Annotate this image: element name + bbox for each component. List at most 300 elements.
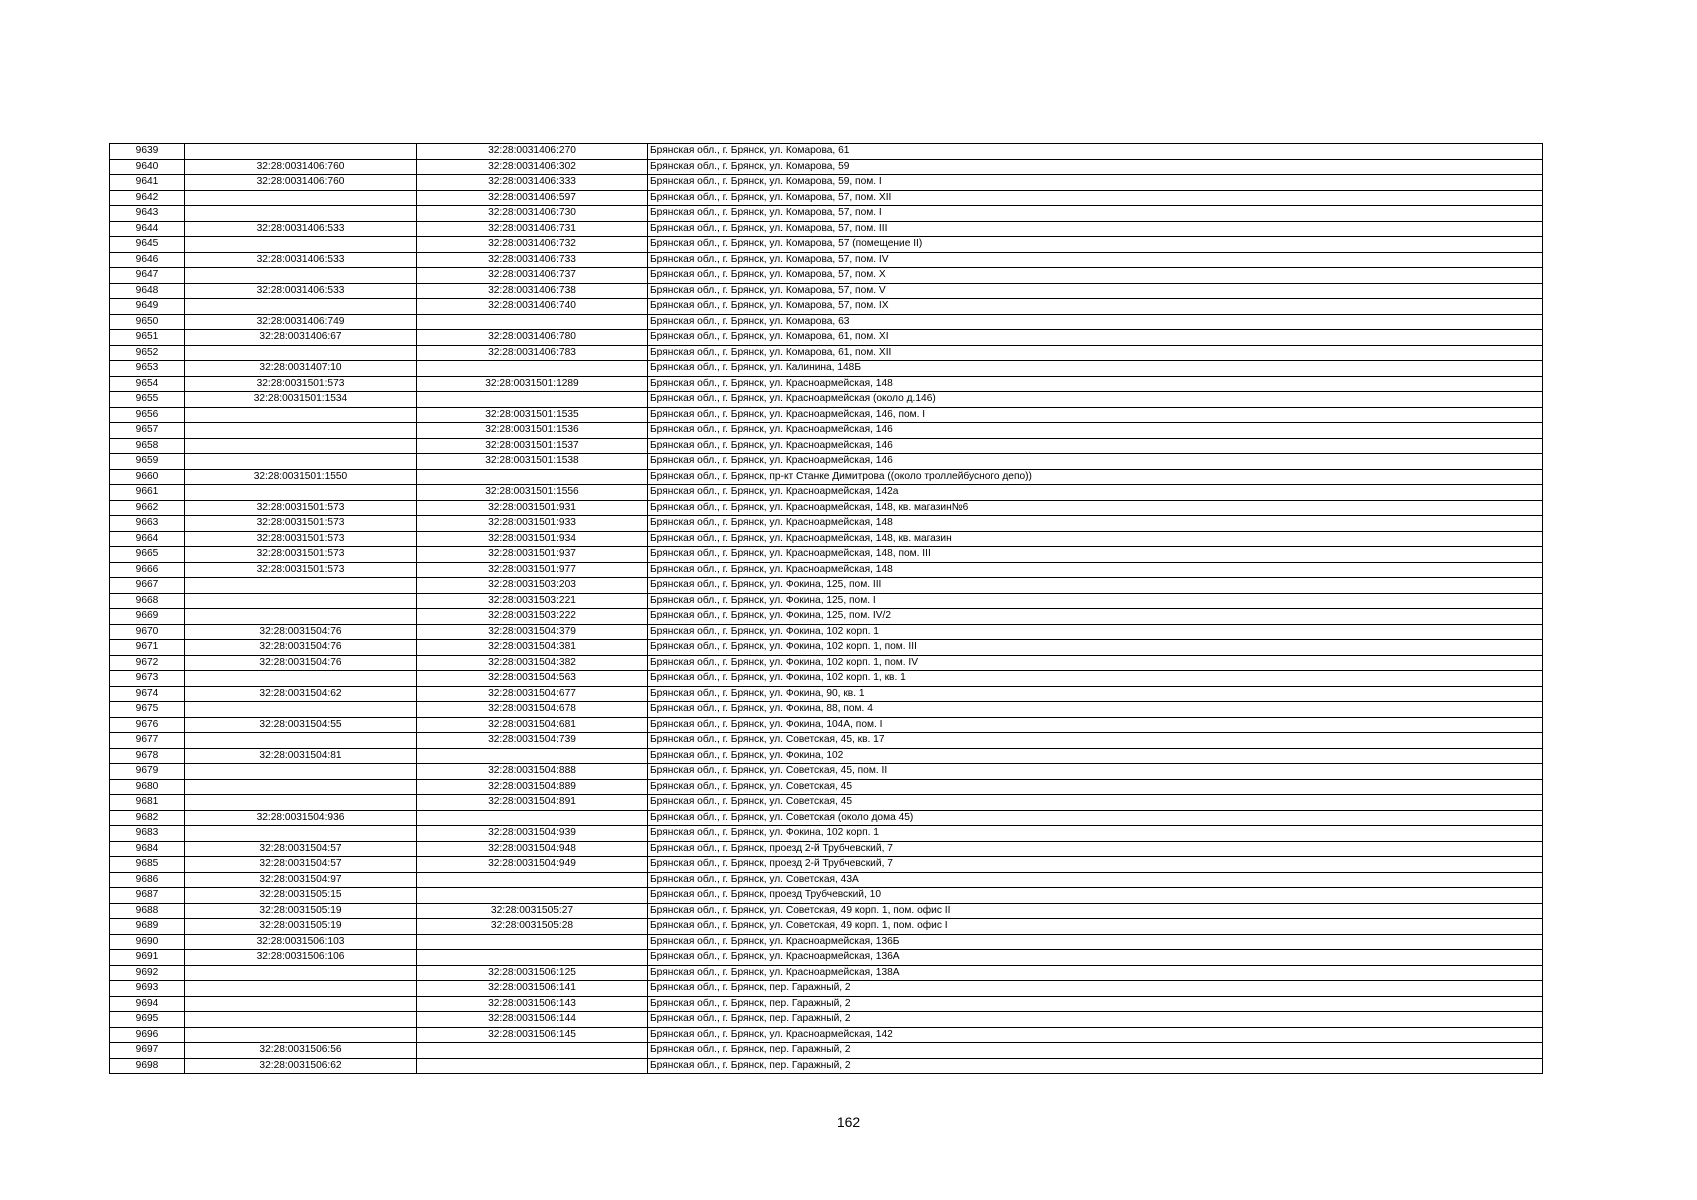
row-number-cell: 9681 [110, 795, 185, 811]
table-row [110, 919, 1543, 935]
parcel-cadastral-number-cell [185, 733, 417, 749]
object-cadastral-number-cell [417, 1058, 648, 1074]
row-number-cell: 9659 [110, 454, 185, 470]
table-row [110, 438, 1543, 454]
address-cell: Брянская обл., г. Брянск, ул. Советская (около дома 45) [648, 810, 1543, 826]
address-cell: Брянская обл., г. Брянск, ул. Фокина, 102 корп. 1 [648, 826, 1543, 842]
parcel-cadastral-number-cell: 32:28:0031501:573 [185, 547, 417, 563]
table-row [110, 764, 1543, 780]
table-row [110, 299, 1543, 315]
row-number-cell: 9693 [110, 981, 185, 997]
row-number-cell: 9641 [110, 175, 185, 191]
parcel-cadastral-number-cell: 32:28:0031504:936 [185, 810, 417, 826]
row-number-cell: 9642 [110, 190, 185, 206]
table-row [110, 407, 1543, 423]
row-number-cell: 9653 [110, 361, 185, 377]
table-row [110, 686, 1543, 702]
row-number-cell: 9692 [110, 965, 185, 981]
object-cadastral-number-cell: 32:28:0031505:28 [417, 919, 648, 935]
row-number-cell: 9661 [110, 485, 185, 501]
object-cadastral-number-cell [417, 748, 648, 764]
object-cadastral-number-cell: 32:28:0031406:740 [417, 299, 648, 315]
object-cadastral-number-cell: 32:28:0031504:889 [417, 779, 648, 795]
address-cell: Брянская обл., г. Брянск, ул. Советская, 49 корп. 1, пом. офис II [648, 903, 1543, 919]
object-cadastral-number-cell: 32:28:0031406:733 [417, 252, 648, 268]
row-number-cell: 9662 [110, 500, 185, 516]
table-row [110, 485, 1543, 501]
parcel-cadastral-number-cell: 32:28:0031406:533 [185, 252, 417, 268]
row-number-cell: 9680 [110, 779, 185, 795]
row-number-cell: 9674 [110, 686, 185, 702]
table-row [110, 593, 1543, 609]
parcel-cadastral-number-cell [185, 299, 417, 315]
row-number-cell: 9640 [110, 159, 185, 175]
address-cell: Брянская обл., г. Брянск, ул. Комарова, 59 [648, 159, 1543, 175]
parcel-cadastral-number-cell [185, 438, 417, 454]
address-cell: Брянская обл., г. Брянск, ул. Комарова, 57, пом. III [648, 221, 1543, 237]
row-number-cell: 9694 [110, 996, 185, 1012]
object-cadastral-number-cell: 32:28:0031406:302 [417, 159, 648, 175]
address-cell: Брянская обл., г. Брянск, ул. Комарова, 57, пом. IV [648, 252, 1543, 268]
object-cadastral-number-cell: 32:28:0031504:948 [417, 841, 648, 857]
object-cadastral-number-cell: 32:28:0031406:597 [417, 190, 648, 206]
object-cadastral-number-cell: 32:28:0031503:221 [417, 593, 648, 609]
table-row [110, 361, 1543, 377]
table-row [110, 795, 1543, 811]
registry-table-body [110, 144, 1543, 1074]
table-row [110, 702, 1543, 718]
row-number-cell: 9646 [110, 252, 185, 268]
table-row [110, 826, 1543, 842]
table-row [110, 175, 1543, 191]
parcel-cadastral-number-cell [185, 1012, 417, 1028]
parcel-cadastral-number-cell [185, 764, 417, 780]
parcel-cadastral-number-cell: 32:28:0031501:573 [185, 516, 417, 532]
row-number-cell: 9665 [110, 547, 185, 563]
page-number: 162 [836, 1114, 861, 1130]
row-number-cell: 9645 [110, 237, 185, 253]
table-row [110, 1058, 1543, 1074]
row-number-cell: 9697 [110, 1043, 185, 1059]
address-cell: Брянская обл., г. Брянск, ул. Красноармейская, 146 [648, 438, 1543, 454]
table-row [110, 965, 1543, 981]
object-cadastral-number-cell: 32:28:0031506:145 [417, 1027, 648, 1043]
object-cadastral-number-cell [417, 950, 648, 966]
parcel-cadastral-number-cell: 32:28:0031406:67 [185, 330, 417, 346]
address-cell: Брянская обл., г. Брянск, пер. Гаражный, 2 [648, 1058, 1543, 1074]
address-cell: Брянская обл., г. Брянск, ул. Фокина, 88, пом. 4 [648, 702, 1543, 718]
object-cadastral-number-cell: 32:28:0031501:934 [417, 531, 648, 547]
parcel-cadastral-number-cell: 32:28:0031501:1534 [185, 392, 417, 408]
table-row [110, 330, 1543, 346]
address-cell: Брянская обл., г. Брянск, ул. Фокина, 90, кв. 1 [648, 686, 1543, 702]
table-row [110, 469, 1543, 485]
parcel-cadastral-number-cell [185, 826, 417, 842]
table-row [110, 779, 1543, 795]
parcel-cadastral-number-cell [185, 965, 417, 981]
parcel-cadastral-number-cell [185, 485, 417, 501]
table-row [110, 314, 1543, 330]
parcel-cadastral-number-cell [185, 702, 417, 718]
address-cell: Брянская обл., г. Брянск, пер. Гаражный, 2 [648, 981, 1543, 997]
row-number-cell: 9655 [110, 392, 185, 408]
address-cell: Брянская обл., г. Брянск, ул. Фокина, 125, пом. III [648, 578, 1543, 594]
table-row [110, 841, 1543, 857]
table-row [110, 950, 1543, 966]
row-number-cell: 9682 [110, 810, 185, 826]
row-number-cell: 9651 [110, 330, 185, 346]
table-row [110, 190, 1543, 206]
parcel-cadastral-number-cell: 32:28:0031406:533 [185, 221, 417, 237]
row-number-cell: 9686 [110, 872, 185, 888]
parcel-cadastral-number-cell [185, 423, 417, 439]
address-cell: Брянская обл., г. Брянск, ул. Советская, 49 корп. 1, пом. офис I [648, 919, 1543, 935]
parcel-cadastral-number-cell: 32:28:0031504:57 [185, 857, 417, 873]
parcel-cadastral-number-cell [185, 578, 417, 594]
parcel-cadastral-number-cell: 32:28:0031505:19 [185, 919, 417, 935]
parcel-cadastral-number-cell [185, 407, 417, 423]
object-cadastral-number-cell: 32:28:0031504:949 [417, 857, 648, 873]
object-cadastral-number-cell: 32:28:0031504:678 [417, 702, 648, 718]
address-cell: Брянская обл., г. Брянск, пер. Гаражный, 2 [648, 1043, 1543, 1059]
row-number-cell: 9650 [110, 314, 185, 330]
object-cadastral-number-cell: 32:28:0031504:677 [417, 686, 648, 702]
object-cadastral-number-cell: 32:28:0031504:739 [417, 733, 648, 749]
address-cell: Брянская обл., г. Брянск, ул. Советская, 45 [648, 795, 1543, 811]
object-cadastral-number-cell: 32:28:0031504:891 [417, 795, 648, 811]
table-row [110, 237, 1543, 253]
object-cadastral-number-cell: 32:28:0031501:933 [417, 516, 648, 532]
parcel-cadastral-number-cell: 32:28:0031407:10 [185, 361, 417, 377]
address-cell: Брянская обл., г. Брянск, ул. Красноармейская, 142 [648, 1027, 1543, 1043]
address-cell: Брянская обл., г. Брянск, ул. Комарова, 57 (помещение II) [648, 237, 1543, 253]
table-row [110, 996, 1543, 1012]
address-cell: Брянская обл., г. Брянск, ул. Комарова, 57, пом. I [648, 206, 1543, 222]
address-cell: Брянская обл., г. Брянск, ул. Калинина, 148Б [648, 361, 1543, 377]
row-number-cell: 9660 [110, 469, 185, 485]
object-cadastral-number-cell: 32:28:0031504:888 [417, 764, 648, 780]
parcel-cadastral-number-cell: 32:28:0031501:573 [185, 376, 417, 392]
address-cell: Брянская обл., г. Брянск, ул. Комарова, 61, пом. XI [648, 330, 1543, 346]
address-cell: Брянская обл., г. Брянск, ул. Красноармейская, 142а [648, 485, 1543, 501]
row-number-cell: 9684 [110, 841, 185, 857]
object-cadastral-number-cell [417, 888, 648, 904]
parcel-cadastral-number-cell [185, 593, 417, 609]
object-cadastral-number-cell: 32:28:0031504:563 [417, 671, 648, 687]
object-cadastral-number-cell: 32:28:0031506:141 [417, 981, 648, 997]
table-row [110, 531, 1543, 547]
row-number-cell: 9691 [110, 950, 185, 966]
row-number-cell: 9669 [110, 609, 185, 625]
address-cell: Брянская обл., г. Брянск, ул. Комарова, 59, пом. I [648, 175, 1543, 191]
address-cell: Брянская обл., г. Брянск, ул. Комарова, 57, пом. V [648, 283, 1543, 299]
table-row [110, 283, 1543, 299]
address-cell: Брянская обл., г. Брянск, ул. Красноармейская, 138А [648, 965, 1543, 981]
object-cadastral-number-cell: 32:28:0031501:1289 [417, 376, 648, 392]
parcel-cadastral-number-cell [185, 609, 417, 625]
row-number-cell: 9676 [110, 717, 185, 733]
row-number-cell: 9671 [110, 640, 185, 656]
table-row [110, 934, 1543, 950]
object-cadastral-number-cell: 32:28:0031501:1536 [417, 423, 648, 439]
row-number-cell: 9654 [110, 376, 185, 392]
address-cell: Брянская обл., г. Брянск, ул. Красноармейская, 148 [648, 376, 1543, 392]
object-cadastral-number-cell: 32:28:0031506:143 [417, 996, 648, 1012]
object-cadastral-number-cell [417, 361, 648, 377]
address-cell: Брянская обл., г. Брянск, ул. Красноармейская, 136Б [648, 934, 1543, 950]
table-row [110, 345, 1543, 361]
row-number-cell: 9643 [110, 206, 185, 222]
row-number-cell: 9666 [110, 562, 185, 578]
object-cadastral-number-cell: 32:28:0031501:977 [417, 562, 648, 578]
row-number-cell: 9652 [110, 345, 185, 361]
row-number-cell: 9675 [110, 702, 185, 718]
table-row [110, 376, 1543, 392]
parcel-cadastral-number-cell: 32:28:0031406:760 [185, 175, 417, 191]
object-cadastral-number-cell: 32:28:0031504:382 [417, 655, 648, 671]
row-number-cell: 9689 [110, 919, 185, 935]
table-row [110, 392, 1543, 408]
table-row [110, 888, 1543, 904]
parcel-cadastral-number-cell: 32:28:0031504:81 [185, 748, 417, 764]
object-cadastral-number-cell: 32:28:0031504:381 [417, 640, 648, 656]
parcel-cadastral-number-cell [185, 996, 417, 1012]
object-cadastral-number-cell [417, 392, 648, 408]
address-cell: Брянская обл., г. Брянск, ул. Советская, 45, кв. 17 [648, 733, 1543, 749]
parcel-cadastral-number-cell: 32:28:0031501:1550 [185, 469, 417, 485]
parcel-cadastral-number-cell [185, 190, 417, 206]
parcel-cadastral-number-cell: 32:28:0031504:55 [185, 717, 417, 733]
object-cadastral-number-cell: 32:28:0031406:732 [417, 237, 648, 253]
object-cadastral-number-cell [417, 810, 648, 826]
address-cell: Брянская обл., г. Брянск, ул. Советская, 45, пом. II [648, 764, 1543, 780]
object-cadastral-number-cell [417, 872, 648, 888]
table-row [110, 252, 1543, 268]
table-row [110, 159, 1543, 175]
table-row [110, 268, 1543, 284]
address-cell: Брянская обл., г. Брянск, ул. Фокина, 102 корп. 1, кв. 1 [648, 671, 1543, 687]
row-number-cell: 9648 [110, 283, 185, 299]
object-cadastral-number-cell: 32:28:0031503:203 [417, 578, 648, 594]
row-number-cell: 9673 [110, 671, 185, 687]
address-cell: Брянская обл., г. Брянск, ул. Фокина, 102 корп. 1 [648, 624, 1543, 640]
object-cadastral-number-cell: 32:28:0031406:780 [417, 330, 648, 346]
parcel-cadastral-number-cell: 32:28:0031501:573 [185, 562, 417, 578]
object-cadastral-number-cell: 32:28:0031501:1535 [417, 407, 648, 423]
row-number-cell: 9698 [110, 1058, 185, 1074]
row-number-cell: 9670 [110, 624, 185, 640]
address-cell: Брянская обл., г. Брянск, ул. Комарова, 63 [648, 314, 1543, 330]
row-number-cell: 9688 [110, 903, 185, 919]
address-cell: Брянская обл., г. Брянск, пер. Гаражный, 2 [648, 1012, 1543, 1028]
address-cell: Брянская обл., г. Брянск, ул. Фокина, 125, пом. I [648, 593, 1543, 609]
address-cell: Брянская обл., г. Брянск, ул. Красноармейская, 136А [648, 950, 1543, 966]
row-number-cell: 9667 [110, 578, 185, 594]
object-cadastral-number-cell [417, 314, 648, 330]
address-cell: Брянская обл., г. Брянск, ул. Советская, 43А [648, 872, 1543, 888]
object-cadastral-number-cell: 32:28:0031503:222 [417, 609, 648, 625]
object-cadastral-number-cell: 32:28:0031501:1556 [417, 485, 648, 501]
address-cell: Брянская обл., г. Брянск, ул. Фокина, 125, пом. IV/2 [648, 609, 1543, 625]
parcel-cadastral-number-cell: 32:28:0031505:15 [185, 888, 417, 904]
object-cadastral-number-cell: 32:28:0031406:783 [417, 345, 648, 361]
parcel-cadastral-number-cell [185, 795, 417, 811]
row-number-cell: 9657 [110, 423, 185, 439]
parcel-cadastral-number-cell: 32:28:0031501:573 [185, 500, 417, 516]
parcel-cadastral-number-cell [185, 671, 417, 687]
table-row [110, 144, 1543, 160]
registry-table [109, 143, 1543, 1074]
table-row [110, 516, 1543, 532]
table-row [110, 578, 1543, 594]
address-cell: Брянская обл., г. Брянск, пр-кт Станке Димитрова ((около троллейбусного депо)) [648, 469, 1543, 485]
row-number-cell: 9649 [110, 299, 185, 315]
row-number-cell: 9639 [110, 144, 185, 160]
address-cell: Брянская обл., г. Брянск, ул. Комарова, 61 [648, 144, 1543, 160]
address-cell: Брянская обл., г. Брянск, ул. Комарова, 57, пом. X [648, 268, 1543, 284]
parcel-cadastral-number-cell: 32:28:0031406:749 [185, 314, 417, 330]
address-cell: Брянская обл., г. Брянск, ул. Фокина, 102 корп. 1, пом. III [648, 640, 1543, 656]
parcel-cadastral-number-cell: 32:28:0031506:62 [185, 1058, 417, 1074]
parcel-cadastral-number-cell [185, 981, 417, 997]
address-cell: Брянская обл., г. Брянск, проезд Трубчевский, 10 [648, 888, 1543, 904]
parcel-cadastral-number-cell [185, 237, 417, 253]
row-number-cell: 9679 [110, 764, 185, 780]
row-number-cell: 9690 [110, 934, 185, 950]
row-number-cell: 9644 [110, 221, 185, 237]
table-row [110, 221, 1543, 237]
table-row [110, 500, 1543, 516]
table-row [110, 903, 1543, 919]
address-cell: Брянская обл., г. Брянск, проезд 2-й Трубчевский, 7 [648, 841, 1543, 857]
object-cadastral-number-cell: 32:28:0031506:144 [417, 1012, 648, 1028]
object-cadastral-number-cell: 32:28:0031406:731 [417, 221, 648, 237]
object-cadastral-number-cell: 32:28:0031406:333 [417, 175, 648, 191]
address-cell: Брянская обл., г. Брянск, ул. Красноармейская, 148 [648, 516, 1543, 532]
address-cell: Брянская обл., г. Брянск, ул. Красноармейская, 148, пом. III [648, 547, 1543, 563]
address-cell: Брянская обл., г. Брянск, ул. Советская, 45 [648, 779, 1543, 795]
table-row [110, 206, 1543, 222]
table-row [110, 562, 1543, 578]
address-cell: Брянская обл., г. Брянск, проезд 2-й Трубчевский, 7 [648, 857, 1543, 873]
object-cadastral-number-cell: 32:28:0031501:937 [417, 547, 648, 563]
object-cadastral-number-cell: 32:28:0031501:1538 [417, 454, 648, 470]
address-cell: Брянская обл., г. Брянск, ул. Комарова, 61, пом. XII [648, 345, 1543, 361]
object-cadastral-number-cell [417, 469, 648, 485]
table-row [110, 1027, 1543, 1043]
parcel-cadastral-number-cell: 32:28:0031406:760 [185, 159, 417, 175]
address-cell: Брянская обл., г. Брянск, ул. Комарова, 57, пом. XII [648, 190, 1543, 206]
parcel-cadastral-number-cell [185, 144, 417, 160]
parcel-cadastral-number-cell: 32:28:0031504:57 [185, 841, 417, 857]
object-cadastral-number-cell: 32:28:0031406:270 [417, 144, 648, 160]
address-cell: Брянская обл., г. Брянск, ул. Красноармейская, 148, кв. магазин [648, 531, 1543, 547]
object-cadastral-number-cell: 32:28:0031501:931 [417, 500, 648, 516]
object-cadastral-number-cell: 32:28:0031406:730 [417, 206, 648, 222]
parcel-cadastral-number-cell [185, 454, 417, 470]
parcel-cadastral-number-cell: 32:28:0031406:533 [185, 283, 417, 299]
row-number-cell: 9677 [110, 733, 185, 749]
table-row [110, 423, 1543, 439]
parcel-cadastral-number-cell: 32:28:0031506:103 [185, 934, 417, 950]
parcel-cadastral-number-cell: 32:28:0031504:62 [185, 686, 417, 702]
table-row [110, 671, 1543, 687]
table-row [110, 748, 1543, 764]
row-number-cell: 9687 [110, 888, 185, 904]
address-cell: Брянская обл., г. Брянск, ул. Красноармейская, 146 [648, 454, 1543, 470]
parcel-cadastral-number-cell [185, 779, 417, 795]
address-cell: Брянская обл., г. Брянск, ул. Красноармейская, 146, пом. I [648, 407, 1543, 423]
row-number-cell: 9664 [110, 531, 185, 547]
parcel-cadastral-number-cell: 32:28:0031501:573 [185, 531, 417, 547]
table-row [110, 981, 1543, 997]
table-row [110, 717, 1543, 733]
address-cell: Брянская обл., г. Брянск, ул. Красноармейская (около д.146) [648, 392, 1543, 408]
object-cadastral-number-cell: 32:28:0031504:681 [417, 717, 648, 733]
row-number-cell: 9656 [110, 407, 185, 423]
table-row [110, 872, 1543, 888]
object-cadastral-number-cell: 32:28:0031506:125 [417, 965, 648, 981]
parcel-cadastral-number-cell: 32:28:0031505:19 [185, 903, 417, 919]
parcel-cadastral-number-cell: 32:28:0031506:56 [185, 1043, 417, 1059]
object-cadastral-number-cell: 32:28:0031504:939 [417, 826, 648, 842]
row-number-cell: 9647 [110, 268, 185, 284]
row-number-cell: 9678 [110, 748, 185, 764]
table-row [110, 655, 1543, 671]
object-cadastral-number-cell: 32:28:0031406:738 [417, 283, 648, 299]
row-number-cell: 9685 [110, 857, 185, 873]
parcel-cadastral-number-cell [185, 268, 417, 284]
address-cell: Брянская обл., г. Брянск, пер. Гаражный, 2 [648, 996, 1543, 1012]
row-number-cell: 9663 [110, 516, 185, 532]
object-cadastral-number-cell: 32:28:0031504:379 [417, 624, 648, 640]
address-cell: Брянская обл., г. Брянск, ул. Красноармейская, 148 [648, 562, 1543, 578]
row-number-cell: 9695 [110, 1012, 185, 1028]
object-cadastral-number-cell [417, 1043, 648, 1059]
table-row [110, 733, 1543, 749]
address-cell: Брянская обл., г. Брянск, ул. Красноармейская, 148, кв. магазин№6 [648, 500, 1543, 516]
parcel-cadastral-number-cell: 32:28:0031504:97 [185, 872, 417, 888]
address-cell: Брянская обл., г. Брянск, ул. Фокина, 104А, пом. I [648, 717, 1543, 733]
row-number-cell: 9668 [110, 593, 185, 609]
row-number-cell: 9696 [110, 1027, 185, 1043]
table-row [110, 857, 1543, 873]
parcel-cadastral-number-cell: 32:28:0031504:76 [185, 640, 417, 656]
parcel-cadastral-number-cell: 32:28:0031506:106 [185, 950, 417, 966]
row-number-cell: 9683 [110, 826, 185, 842]
table-row [110, 454, 1543, 470]
table-row [110, 624, 1543, 640]
parcel-cadastral-number-cell [185, 206, 417, 222]
parcel-cadastral-number-cell [185, 1027, 417, 1043]
object-cadastral-number-cell: 32:28:0031406:737 [417, 268, 648, 284]
table-row [110, 1012, 1543, 1028]
table-row [110, 609, 1543, 625]
table-row [110, 547, 1543, 563]
registry-table-container [109, 143, 1542, 1074]
address-cell: Брянская обл., г. Брянск, ул. Комарова, 57, пом. IX [648, 299, 1543, 315]
table-row [110, 640, 1543, 656]
address-cell: Брянская обл., г. Брянск, ул. Фокина, 102 корп. 1, пом. IV [648, 655, 1543, 671]
address-cell: Брянская обл., г. Брянск, ул. Красноармейская, 146 [648, 423, 1543, 439]
table-row [110, 1043, 1543, 1059]
parcel-cadastral-number-cell: 32:28:0031504:76 [185, 624, 417, 640]
object-cadastral-number-cell: 32:28:0031501:1537 [417, 438, 648, 454]
parcel-cadastral-number-cell [185, 345, 417, 361]
row-number-cell: 9658 [110, 438, 185, 454]
object-cadastral-number-cell [417, 934, 648, 950]
row-number-cell: 9672 [110, 655, 185, 671]
